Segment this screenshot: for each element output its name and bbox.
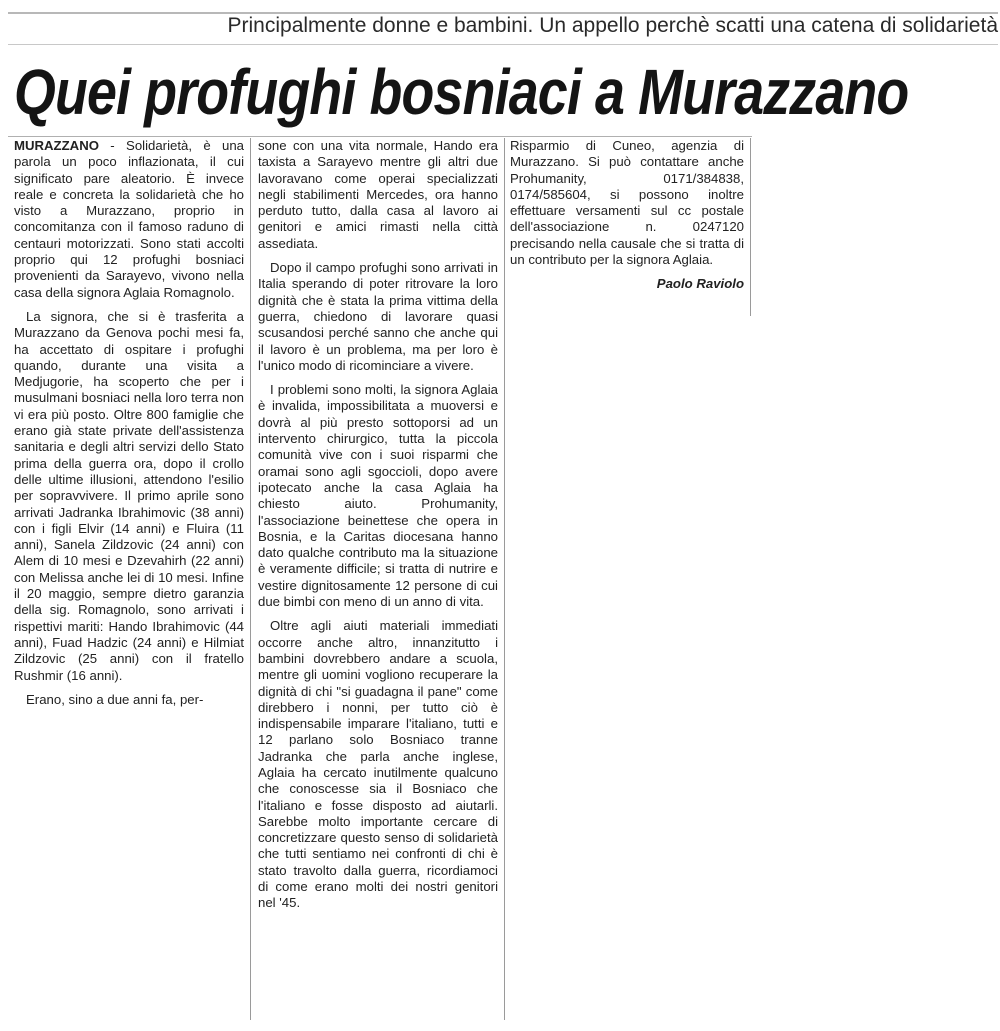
paragraph: Dopo il campo profughi sono arrivati in Italia sperando di poter ritrovare la loro dignità che è stata la prima vittima della guerra, chiedono di lavorare quasi scusandosi perché sanno che anche qui il lavoro è un problema, ma per loro è l'unico modo di ricominciare a vivere.	[258, 260, 498, 373]
paragraph: Risparmio di Cuneo, agenzia di Murazzano. Si può contattare anche Prohumanity, 0171/384838, 0174/585604, si possono inoltre effettuare versamenti sul cc postale dell'associazione n. 0247120 precisando nella causale che si tratta di un contributo per la signora Aglaia.	[510, 138, 744, 268]
article-column-2	[258, 138, 498, 920]
kicker: Principalmente donne e bambini. Un appello perchè scatti una catena di solidarietà	[227, 14, 998, 37]
paragraph: La signora, che si è trasferita a Murazzano da Genova pochi mesi fa, ha accettato di ospitare i profughi quando, durante una visita a Medjugorie, ha scoperto che per i musulmani bosniaci nella loro terra non vi era più posto. Oltre 800 famiglie che erano già state private dell'assistenza sanitaria e degli altri servizi dello Stato prima della guerra ora, dopo il crollo delle ultime illusioni, attendono l'esilio per sopravvivere. Il primo aprile sono arrivati Jadranka Ibrahimovic (38 anni) con i figli Elvir (14 anni) e Fluira (11 anni), Sanela Zildzovic (24 anni) con Alem di 10 mesi e Dzevahirh (22 anni) con Melissa anche lei di 10 mesi. Infine il 20 maggio, sempre dietro garanzia della sig. Romagnolo, sono arrivati i rispettivi mariti: Hando Ibrahimovic (44 anni), Fuad Hadzic (24 anni) e Hilmiat Zildzovic (25 anni) con il fratello Rushmir (16 anni).	[14, 308, 244, 683]
column-divider	[750, 138, 751, 316]
byline: Paolo Raviolo	[656, 276, 744, 292]
kicker-rule	[8, 44, 998, 45]
paragraph: sone con una vita normale, Hando era taxista a Sarayevo mentre gli altri due lavoravano come operai specializzati negli stabilimenti Mercedes, ora hanno perduto tutto, dalla casa al lavoro ai genitori e amici rimasti nella città assediata.	[258, 138, 498, 251]
headline-rule	[8, 136, 752, 137]
article-column-1	[14, 138, 244, 716]
dateline: MURAZZANO	[14, 138, 99, 153]
paragraph: I problemi sono molti, la signora Aglaia è invalida, impossibilitata a muoversi e dovrà al più presto sottoporsi ad un intervento chirurgico, tutta la piccola comunità vive con i suoi risparmi che oramai sono agli sgoccioli, dopo avere ipotecato anche la casa Aglaia ha chiesto aiuto. Prohumanity, l'associazione beinettese che opera in Bosnia, e la Caritas diocesana hanno dato qualche contributo ma la situazione è veramente difficile; si tratta di nutrire e vestire dignitosamente 12 persone di cui due bimbi con meno di un anno di vita.	[258, 382, 498, 610]
paragraph: Oltre agli aiuti materiali immediati occorre anche altro, innanzitutto i bambini dovrebbero andare a scuola, mentre gli uomini vogliono recuperare la dignità di chi "si guadagna il pane" come direbbero i nonni, per tutto ciò è indispensabile imparare l'italiano, tutti e 12 parlano solo Bosniaco tranne Jadranka che parla anche inglese, Aglaia ha cercato inutilmente qualcuno che conoscesse sia il Bosniaco che l'italiano e fosse disposto ad aiutarli. Sarebbe molto importante cercare di concretizzare questo senso di solidarietà che tutti sentiamo nei confronti di chi è stato travolto dalla guerra, ricordiamoci di come erano molti dei nostri genitori nel '45.	[258, 618, 498, 911]
headline: Quei profughi bosniaci a Murazzano	[14, 56, 909, 128]
paragraph: Erano, sino a due anni fa, per-	[26, 691, 204, 707]
article-column-3	[510, 138, 744, 293]
column-divider	[250, 138, 251, 1020]
paragraph-text: - Solidarietà, è una parola un poco inflazionata, il cui significato pare aleatorio. È invece reale e concreta la solidarietà che ho visto a Murazzano, proprio in concomitanza con il famoso raduno di centauri motorizzati. Sono stati accolti proprio qui 12 profughi bosniaci provenienti da Sarayevo, vivono nella casa della signora Aglaia Romagnolo.	[14, 138, 244, 300]
column-divider	[504, 138, 505, 1020]
paragraph	[14, 138, 244, 301]
